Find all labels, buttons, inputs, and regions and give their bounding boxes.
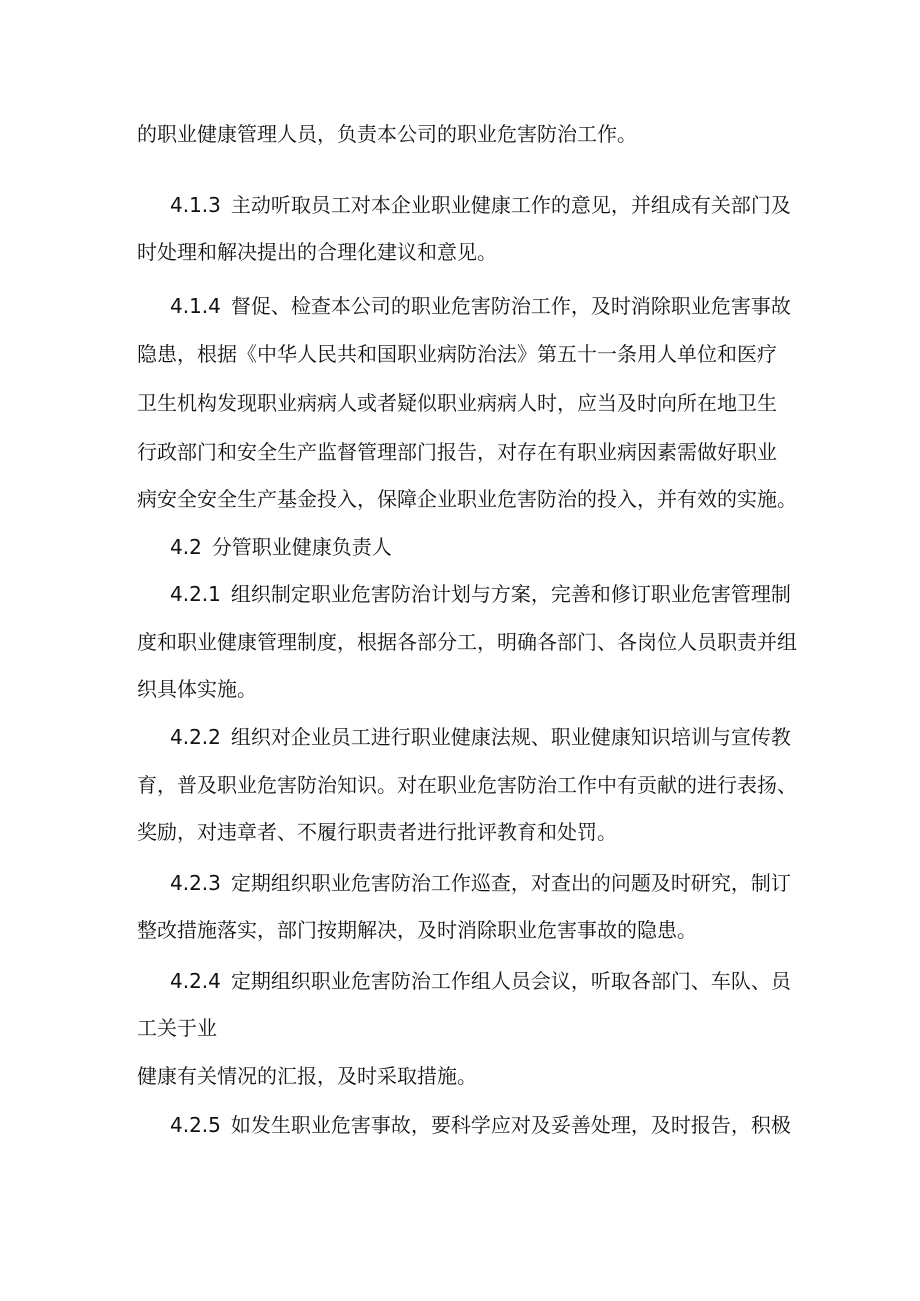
paragraph-text: 定期组织职业危害防治工作组人员会议，听取各部门、车队、员	[230, 969, 791, 993]
paragraph-line: 的职业健康管理人员，负责本公司的职业危害防治工作。	[137, 122, 637, 146]
paragraph-line: 育，普及职业危害防治知识。对在职业危害防治工作中有贡献的进行表扬、	[137, 773, 797, 797]
section-heading	[170, 535, 392, 559]
paragraph-line: 病安全安全生产基金投入，保障企业职业危害防治的投入，并有效的实施。	[137, 487, 797, 511]
paragraph-line: 卫生机构发现职业病病人或者疑似职业病病人时，应当及时向所在地卫生	[137, 391, 777, 415]
paragraph-line: 工关于业	[137, 1016, 217, 1040]
paragraph-line	[170, 193, 791, 217]
paragraph-text: 定期组织职业危害防治工作巡查，对查出的问题及时研究，制订	[230, 871, 791, 895]
paragraph-text: 组织对企业员工进行职业健康法规、职业健康知识培训与宣传教	[230, 725, 791, 749]
section-number: 4.2.3	[170, 871, 221, 895]
paragraph-line: 时处理和解决提出的合理化建议和意见。	[137, 240, 497, 264]
paragraph-line	[170, 582, 791, 606]
paragraph-line	[170, 969, 791, 993]
paragraph-line: 行政部门和安全生产监督管理部门报告，对存在有职业病因素需做好职业	[137, 440, 777, 464]
paragraph-text: 如发生职业危害事故，要科学应对及妥善处理，及时报告，积极	[230, 1113, 791, 1137]
section-number: 4.2	[170, 535, 202, 559]
paragraph-line	[170, 294, 791, 318]
paragraph-line: 织具体实施。	[137, 677, 257, 701]
paragraph-line: 度和职业健康管理制度，根据各部分工，明确各部门、各岗位人员职责并组	[137, 630, 797, 654]
section-number: 4.2.5	[170, 1113, 221, 1137]
paragraph-line	[170, 871, 791, 895]
paragraph-text: 主动听取员工对本企业职业健康工作的意见，并组成有关部门及	[230, 193, 791, 217]
paragraph-line: 奖励，对违章者、不履行职责者进行批评教育和处罚。	[137, 820, 617, 844]
paragraph-line: 隐患，根据《中华人民共和国职业病防治法》第五十一条用人单位和医疗	[137, 342, 777, 366]
paragraph-line: 健康有关情况的汇报，及时采取措施。	[137, 1064, 477, 1088]
paragraph-line	[170, 1113, 791, 1137]
section-number: 4.2.2	[170, 725, 221, 749]
paragraph-line	[170, 725, 791, 749]
paragraph-text: 组织制定职业危害防治计划与方案，完善和修订职业危害管理制	[230, 582, 791, 606]
paragraph-line: 整改措施落实，部门按期解决，及时消除职业危害事故的隐患。	[137, 918, 697, 942]
section-number: 4.2.4	[170, 969, 221, 993]
section-title: 分管职业健康负责人	[211, 535, 392, 559]
section-number: 4.1.3	[170, 193, 221, 217]
section-number: 4.2.1	[170, 582, 221, 606]
section-number: 4.1.4	[170, 294, 221, 318]
paragraph-text: 督促、检查本公司的职业危害防治工作，及时消除职业危害事故	[230, 294, 791, 318]
